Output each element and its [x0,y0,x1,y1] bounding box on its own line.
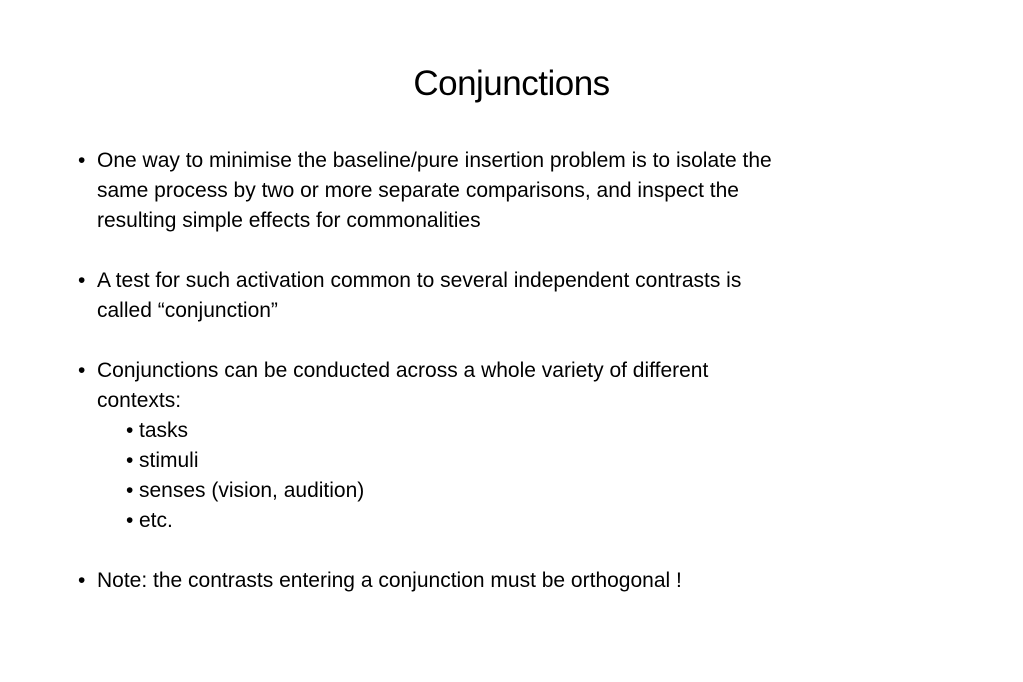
sub-bullet-item [126,476,938,506]
text-line: called “conjunction” [97,299,278,322]
bullet-item [78,356,938,536]
sub-bullet-text: etc. [139,509,173,532]
text-line: resulting simple effects for commonalities [97,209,481,232]
text-line: Note: the contrasts entering a conjunction must be orthogonal ! [97,569,682,592]
sub-bullet-marker: • [126,509,134,532]
sub-bullet-item [126,416,938,446]
bullet-item [78,146,938,236]
sub-bullet-marker: • [126,419,134,442]
slide-title: Conjunctions [413,64,610,103]
sub-bullet-marker: • [126,479,134,502]
bullet-text [97,146,938,236]
sub-bullet-item [126,446,938,476]
bullet-item [78,566,938,596]
text-line: One way to minimise the baseline/pure insertion problem is to isolate the [97,149,772,172]
bullet-marker: • [78,149,86,172]
bullet-item [78,266,938,326]
bullet-text [97,266,938,326]
text-line: contexts: [97,389,182,412]
sub-bullet-text: stimuli [139,449,199,472]
sub-bullet-item [126,506,938,536]
bullet-marker: • [78,359,86,382]
sub-bullet-text: senses (vision, audition) [139,479,365,502]
bullet-text [97,356,938,536]
text-line: same process by two or more separate comparisons, and inspect the [97,179,739,202]
sub-bullet-text: tasks [139,419,189,442]
sub-bullet-list [97,416,938,536]
bullet-text [97,566,938,596]
bullet-marker: • [78,269,86,292]
sub-bullet-marker: • [126,449,134,472]
text-line: Conjunctions can be conducted across a whole variety of different [97,359,709,382]
text-line: A test for such activation common to several independent contrasts is [97,269,742,292]
bullet-list [78,146,938,596]
bullet-marker: • [78,569,86,592]
